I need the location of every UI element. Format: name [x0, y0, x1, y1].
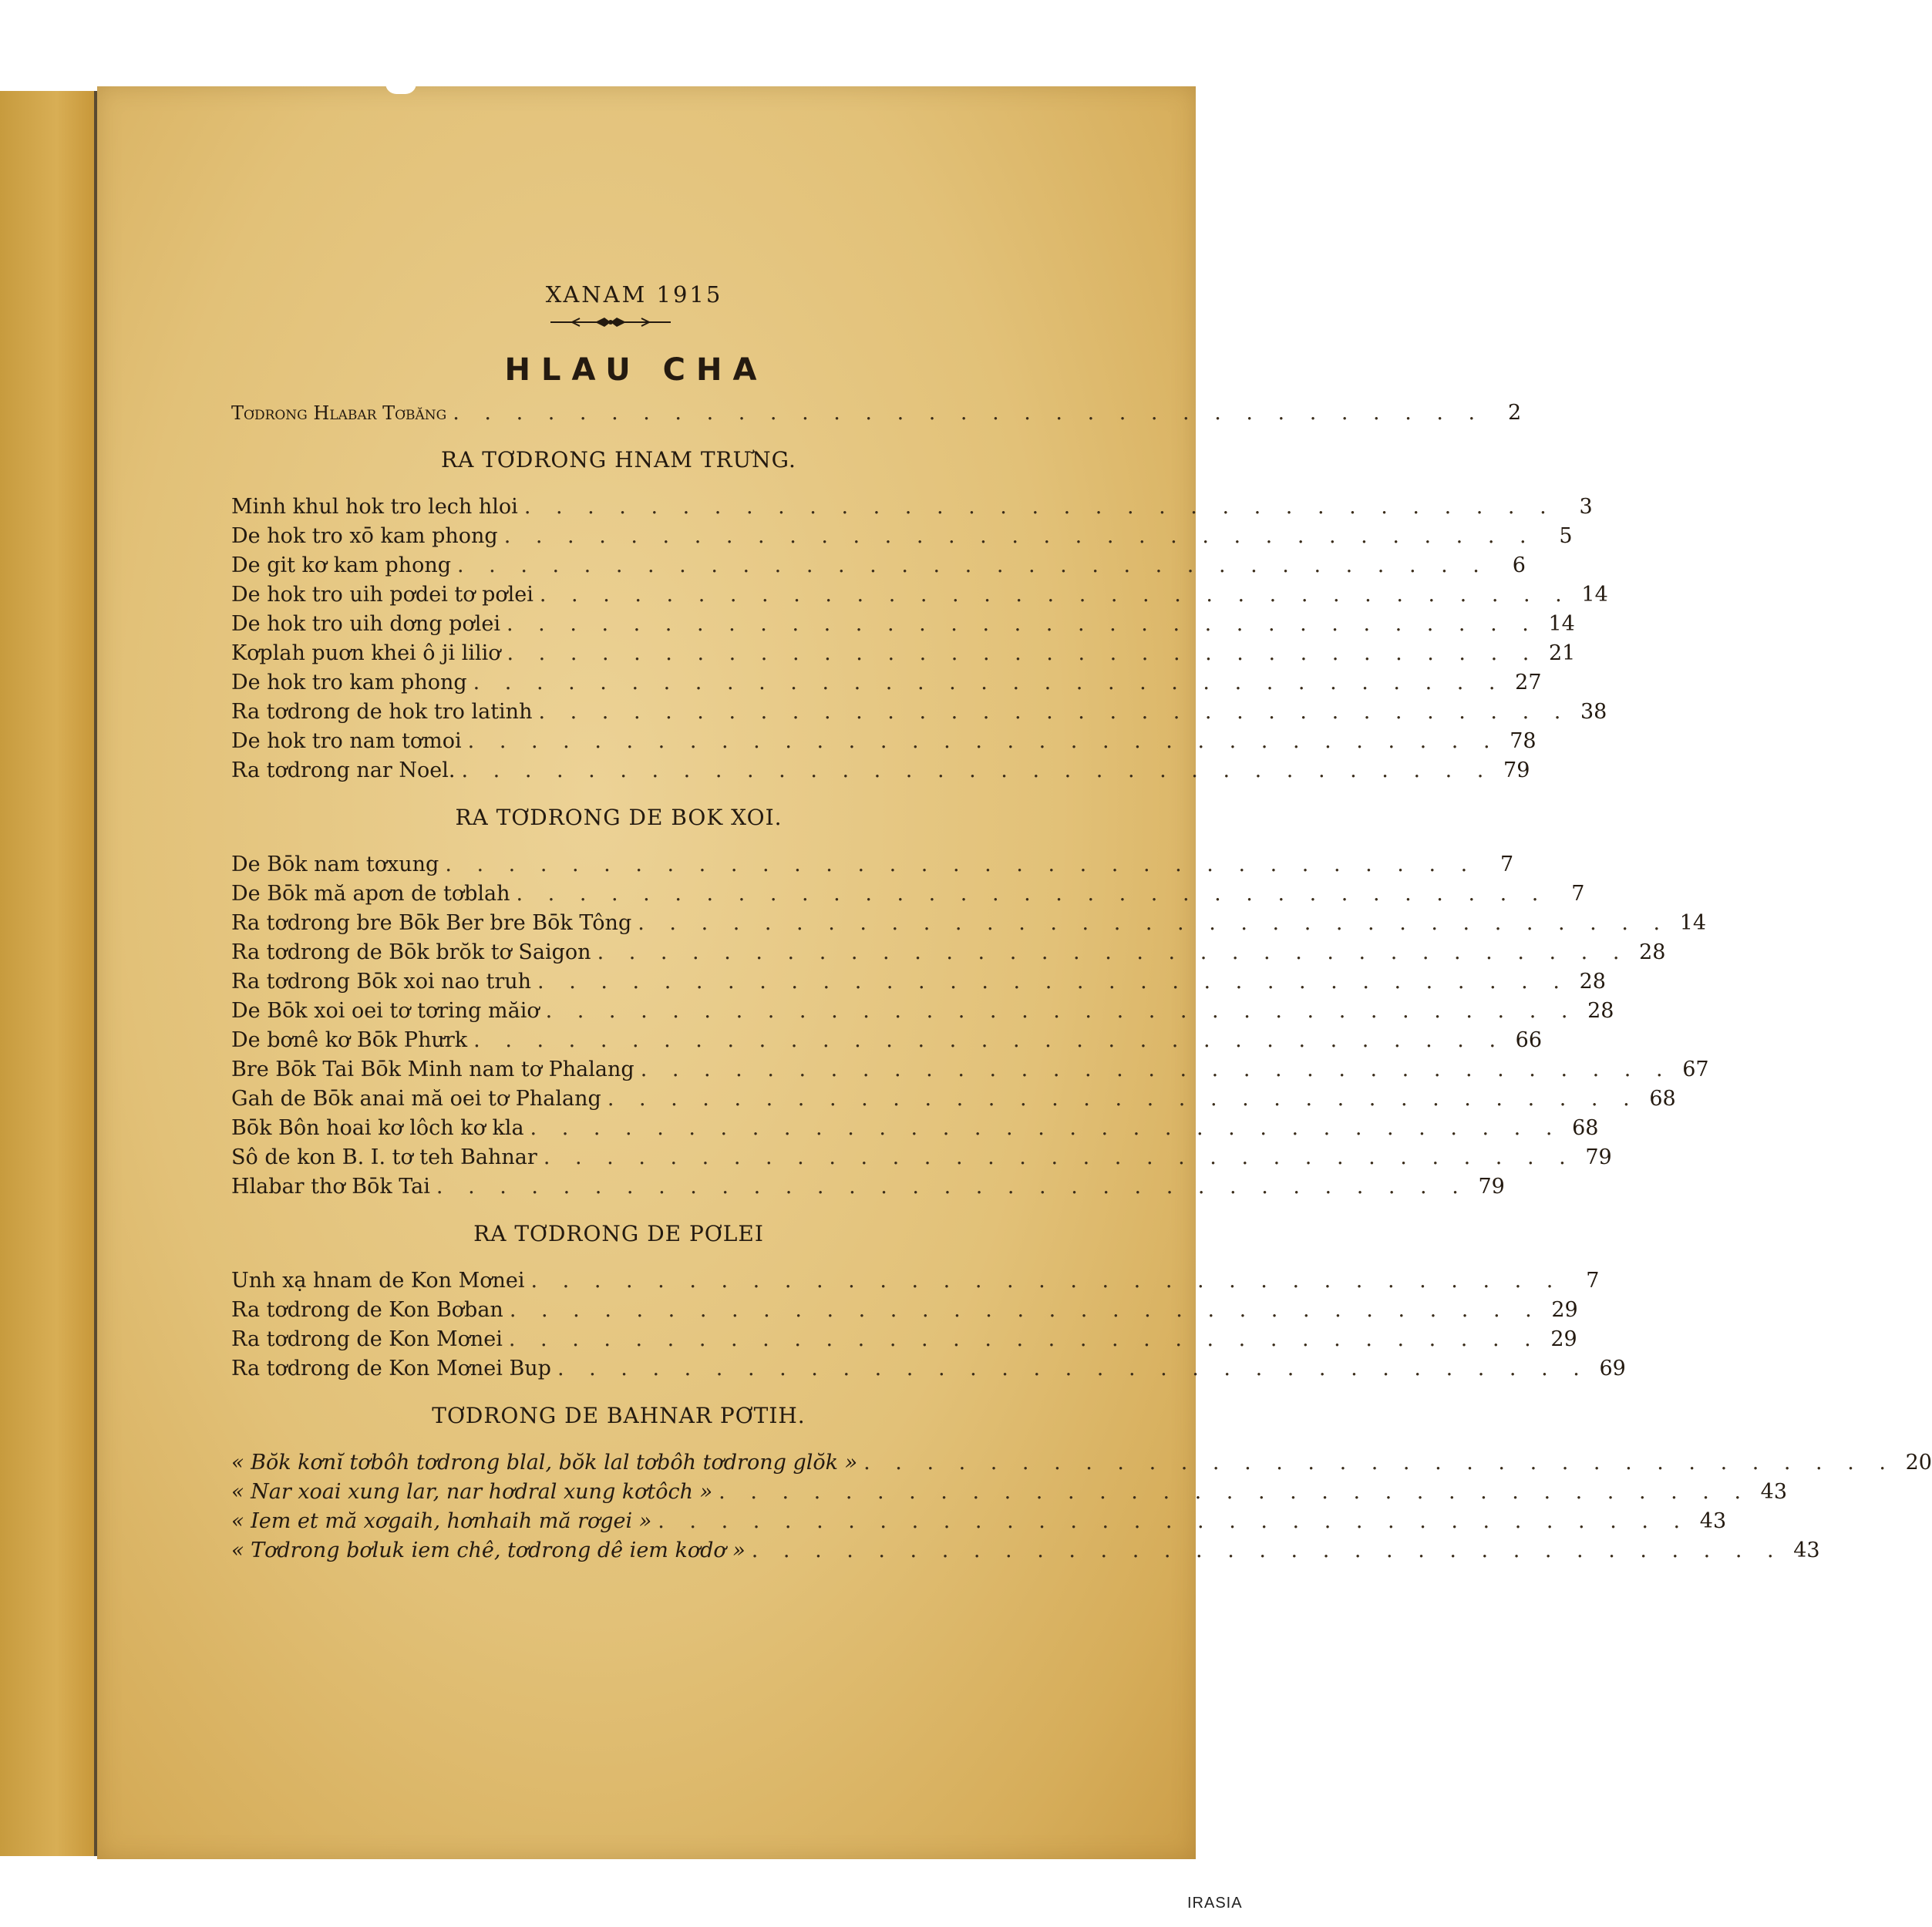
dot-leader: . . . . . . . . . . . . . . . . . . . . . . . . . . . . . . . . . [530, 1116, 1562, 1140]
dot-leader: . . . . . . . . . . . . . . . . . . . . . . . . . . . . . . . . . [473, 1028, 1506, 1052]
dot-leader: . . . . . . . . . . . . . . . . . . . . . . . . . . . . . . . . . [473, 671, 1505, 694]
entry-page: 29 [1551, 1298, 1578, 1322]
header-year: XANAM 1915 [545, 281, 723, 308]
entry-page: 78 [1510, 729, 1537, 753]
toc-entry [231, 551, 1526, 580]
toc-entry [231, 727, 1537, 756]
entry-page: 43 [1793, 1539, 1820, 1562]
toc-entry [231, 493, 1593, 522]
toc-entry [231, 909, 1707, 938]
dot-leader: . . . . . . . . . . . . . . . . . . . . . . . . . . . . . . . . . [543, 1145, 1575, 1169]
dot-leader: . . . . . . . . . . . . . . . . . . . . . . . . . . . . . . . . . [640, 1058, 1672, 1081]
toc-entry [231, 1354, 1626, 1384]
entry-label: Sô de kon B. I. tơ teh Bahnar [231, 1145, 537, 1169]
toc-entry [231, 967, 1606, 997]
toc-entry [231, 399, 1522, 428]
entry-page: 68 [1649, 1087, 1676, 1111]
toc-entry [231, 610, 1575, 639]
entry-page: 2 [1507, 401, 1522, 425]
dot-leader: . . . . . . . . . . . . . . . . . . . . . . . . . . . . . . . . . [509, 1298, 1541, 1322]
watermark: IRASIA [1187, 1895, 1243, 1912]
entry-label: « Nar xoai xung lar, nar hơdral xung kơtôch » [231, 1480, 713, 1504]
entry-label: Ra tơdrong de Bōk brŏk tơ Saigon [231, 940, 591, 964]
entry-label: De hok tro nam tơmoi [231, 729, 462, 753]
dot-leader: . . . . . . . . . . . . . . . . . . . . . . . . . . . . . . . . . [467, 729, 1499, 753]
entry-label: Hlabar thơ Bōk Tai [231, 1175, 430, 1199]
entry-label: De Bōk xoi oei tơ tơring măiơ [231, 999, 540, 1023]
toc-entry [231, 1055, 1709, 1085]
toc-entry [231, 1448, 1932, 1478]
entry-label: Kơplah puơn khei ô ji liliơ [231, 641, 501, 665]
entry-page: 5 [1559, 524, 1573, 548]
entry-page: 28 [1639, 940, 1666, 964]
dot-leader: . . . . . . . . . . . . . . . . . . . . . . . . . . . . . . . . . [557, 1357, 1589, 1381]
entry-label: Ra tơdrong de Kon Bơban [231, 1298, 503, 1322]
entry-label: Ra tơdrong Bōk xoi nao truh [231, 970, 532, 994]
entry-label: De git kơ kam phong [231, 553, 452, 577]
toc-entry [231, 1296, 1578, 1325]
dot-leader: . . . . . . . . . . . . . . . . . . . . . . . . . . . . . . . . . [658, 1509, 1690, 1533]
dot-leader: . . . . . . . . . . . . . . . . . . . . . . . . . . . . . . . . . [597, 940, 1629, 964]
entry-label: Minh khul hok tro lech hloi [231, 495, 518, 519]
page-title: HLAU CHA [504, 352, 768, 388]
dot-leader: . . . . . . . . . . . . . . . . . . . . . . . . . . . . . . . . . [538, 700, 1570, 724]
toc-entry [231, 698, 1607, 727]
dot-leader: . . . . . . . . . . . . . . . . . . . . . . . . . . . . . . . . . [537, 970, 1569, 994]
entry-page: 43 [1699, 1509, 1727, 1533]
entry-label: Bre Bōk Tai Bōk Minh nam tơ Phalang [231, 1058, 634, 1081]
entry-page: 6 [1512, 553, 1526, 577]
entry-label: Ra tơdrong bre Bōk Ber bre Bōk Tông [231, 911, 632, 935]
entry-page: 79 [1585, 1145, 1612, 1169]
entry-page: 14 [1548, 612, 1575, 636]
entry-page: 79 [1478, 1175, 1505, 1199]
entry-label: « Tơdrong bơluk iem chê, tơdrong dê iem kơdơ » [231, 1539, 746, 1562]
entry-page: 43 [1760, 1480, 1788, 1504]
dot-leader: . . . . . . . . . . . . . . . . . . . . . . . . . . . . . . . . . [506, 612, 1538, 636]
dot-leader: . . . . . . . . . . . . . . . . . . . . . . . . . . . . . . . . . [436, 1175, 1468, 1199]
toc-entry [231, 879, 1585, 909]
toc-entry [231, 1478, 1788, 1507]
entry-page: 14 [1679, 911, 1707, 935]
dot-leader: . . . . . . . . . . . . . . . . . . . . . . . . . . . . . . . . . [638, 911, 1670, 935]
dot-leader: . . . . . . . . . . . . . . . . . . . . . . . . . . . . . . . . . [461, 758, 1493, 782]
dot-leader: . . . . . . . . . . . . . . . . . . . . . . . . . . . . . . . . . [507, 641, 1539, 665]
toc-entry [231, 1266, 1600, 1296]
dot-leader: . . . . . . . . . . . . . . . . . . . . . . . . . . . . . . . . . [445, 853, 1477, 876]
entry-page: 7 [1586, 1269, 1600, 1293]
toc-entry [231, 938, 1666, 967]
toc-entry [231, 522, 1573, 551]
toc-entry [231, 1026, 1543, 1055]
ornament-divider [549, 315, 672, 329]
toc-entry [231, 1085, 1676, 1114]
toc-entry [231, 756, 1530, 785]
entry-page: 7 [1571, 882, 1585, 906]
toc-entry [231, 1172, 1505, 1202]
entry-page: 28 [1579, 970, 1606, 994]
entry-label: « Iem et mă xơgaih, hơnhaih mă rơgei » [231, 1509, 652, 1533]
section-heading: RA TƠDRONG HNAM TRƯNG. [441, 447, 796, 473]
toc-entry [231, 850, 1514, 879]
entry-label: De bơnê kơ Bōk Phưrk [231, 1028, 468, 1052]
entry-page: 21 [1549, 641, 1576, 665]
dot-leader: . . . . . . . . . . . . . . . . . . . . . . . . . . . . . . . . . [508, 1327, 1540, 1351]
entry-label: De Bōk nam tơxung [231, 853, 439, 876]
entry-label: Ra tơdrong de hok tro latinh [231, 700, 533, 724]
entry-page: 14 [1581, 583, 1608, 607]
toc-entry [231, 1325, 1577, 1354]
entry-label: « Bŏk kơnĭ tơbôh tơdrong blal, bŏk lal tơbôh tơdrong glŏk » [231, 1451, 858, 1475]
dot-leader: . . . . . . . . . . . . . . . . . . . . . . . . . . . . . . . . . [539, 583, 1571, 607]
section-heading: RA TƠDRONG DE PƠLEI [473, 1221, 764, 1246]
dot-leader: . . . . . . . . . . . . . . . . . . . . . . . . . . . . . . . . . [530, 1269, 1563, 1293]
dot-leader: . . . . . . . . . . . . . . . . . . . . . . . . . . . . . . . . . [503, 524, 1536, 548]
entry-page: 29 [1550, 1327, 1577, 1351]
entry-label: De hok tro kam phong [231, 671, 467, 694]
toc-entry [231, 1536, 1820, 1565]
section-heading: TƠDRONG DE BAHNAR PƠTIH. [432, 1403, 806, 1428]
dot-leader: . . . . . . . . . . . . . . . . . . . . . . . . . . . . . . . . . [523, 495, 1556, 519]
entry-label: De hok tro uih dơng pơlei [231, 612, 500, 636]
entry-label: De Bōk mă apơn de tơblah [231, 882, 510, 906]
entry-page: 69 [1599, 1357, 1626, 1381]
entry-page: 7 [1500, 853, 1514, 876]
dot-leader: . . . . . . . . . . . . . . . . . . . . . . . . . . . . . . . . . [457, 553, 1489, 577]
entry-label: De hok tro uih pơdei tơ pơlei [231, 583, 533, 607]
toc-entry [231, 1114, 1599, 1143]
dot-leader: . . . . . . . . . . . . . . . . . . . . . . . . . . . . . . . . . [516, 882, 1548, 906]
entry-page: 3 [1579, 495, 1593, 519]
entry-page: 68 [1572, 1116, 1599, 1140]
entry-page: 27 [1515, 671, 1542, 694]
entry-label: Ra tơdrong nar Noel. [231, 758, 456, 782]
entry-page: 79 [1503, 758, 1530, 782]
entry-page: 38 [1580, 700, 1607, 724]
toc-entry [231, 668, 1542, 698]
dot-leader: . . . . . . . . . . . . . . . . . . . . . . . . . . . . . . . . . [719, 1480, 1751, 1504]
toc-entry [231, 1143, 1612, 1172]
entry-label: Ra tơdrong de Kon Mơnei [231, 1327, 503, 1351]
entry-label: De hok tro xō kam phong [231, 524, 498, 548]
entry-page: 20 [1905, 1451, 1932, 1475]
dot-leader: . . . . . . . . . . . . . . . . . . . . . . . . . . . . . . . . . [545, 999, 1577, 1023]
table-of-contents [231, 281, 1932, 1565]
dot-leader: . . . . . . . . . . . . . . . . . . . . . . . . . . . . . . . . . [453, 401, 1485, 425]
toc-entry [231, 580, 1608, 610]
entry-page: 66 [1515, 1028, 1543, 1052]
entry-label: Ra tơdrong de Kon Mơnei Bup [231, 1357, 551, 1381]
entry-label: Gah de Bōk anai mă oei tơ Phalang [231, 1087, 601, 1111]
previous-page-edge [0, 91, 97, 1856]
entry-label: Unh xạ hnam de Kon Mơnei [231, 1269, 525, 1293]
dot-leader: . . . . . . . . . . . . . . . . . . . . . . . . . . . . . . . . . [607, 1087, 1639, 1111]
entry-page: 67 [1682, 1058, 1709, 1081]
toc-entry [231, 639, 1576, 668]
section-heading: RA TƠDRONG DE BOK XOI. [455, 805, 783, 830]
dot-leader: . . . . . . . . . . . . . . . . . . . . . . . . . . . . . . . . . [863, 1451, 1895, 1475]
entry-label: Bōk Bôn hoai kơ lôch kơ kla [231, 1116, 524, 1140]
entry-page: 28 [1587, 999, 1614, 1023]
dot-leader: . . . . . . . . . . . . . . . . . . . . . . . . . . . . . . . . . [751, 1539, 1783, 1562]
entry-label: Tơdrong Hlabar Tơbăng [231, 402, 447, 424]
toc-entry [231, 997, 1614, 1026]
toc-entry [231, 1507, 1727, 1536]
